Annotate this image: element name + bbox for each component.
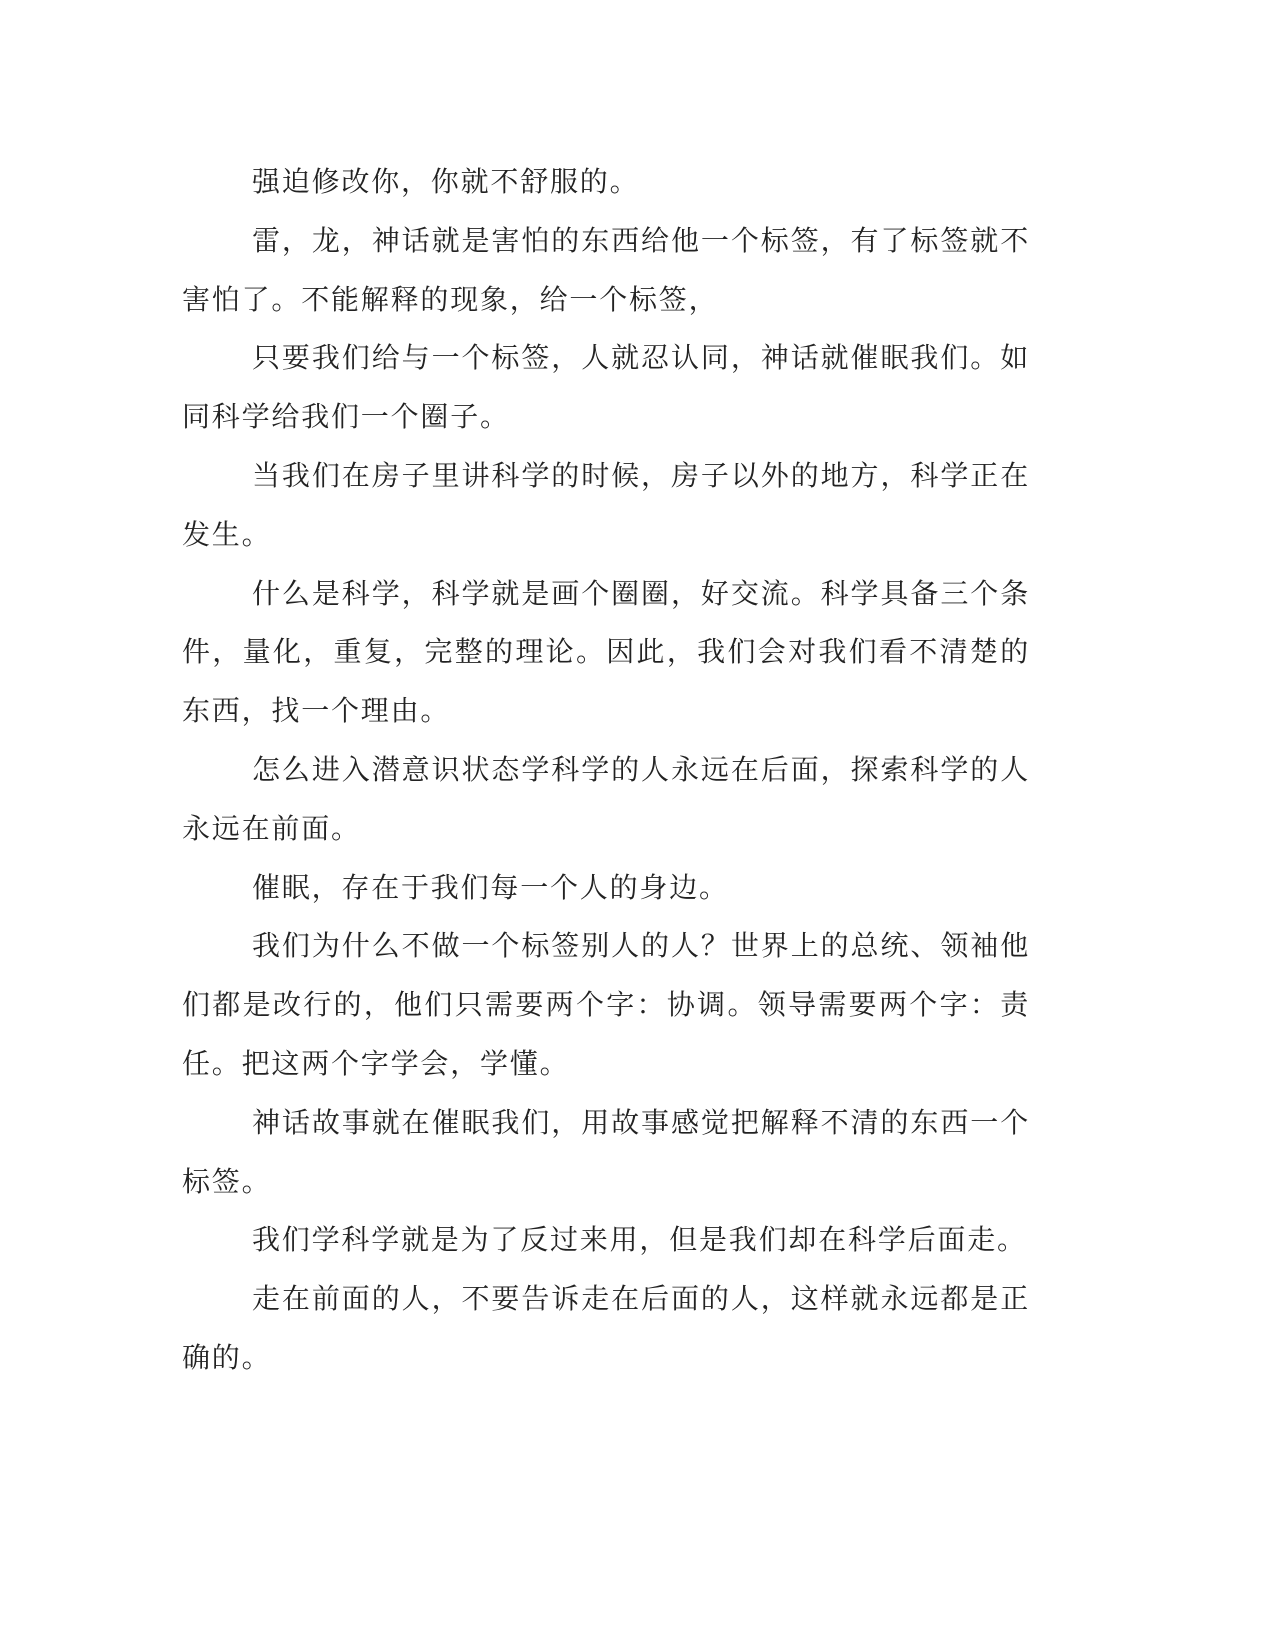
- paragraph: 我们为什么不做一个标签别人的人？世界上的总统、领袖他们都是改行的，他们只需要两个字：协调。领导需要两个字：责任。把这两个字学会，学懂。: [182, 929, 1030, 1080]
- paragraph: 只要我们给与一个标签，人就忍认同，神话就催眠我们。如同科学给我们一个圈子。: [182, 341, 1030, 434]
- paragraph: 我们学科学就是为了反过来用，但是我们却在科学后面走。: [252, 1223, 1027, 1257]
- paragraph: 神话故事就在催眠我们，用故事感觉把解释不清的东西一个标签。: [182, 1105, 1030, 1198]
- paragraph: 强迫修改你，你就不舒服的。: [252, 165, 640, 198]
- paragraph: 雷，龙，神话就是害怕的东西给他一个标签，有了标签就不害怕了。不能解释的现象，给一个标签，: [182, 223, 1030, 316]
- paragraph: 催眠，存在于我们每一个人的身边。: [252, 870, 729, 904]
- paragraph: 走在前面的人，不要告诉走在后面的人，这样就永远都是正确的。: [182, 1282, 1030, 1374]
- paragraph: 当我们在房子里讲科学的时候，房子以外的地方，科学正在发生。: [182, 458, 1030, 551]
- paragraph: 什么是科学，科学就是画个圈圈，好交流。科学具备三个条件，量化，重复，完整的理论。因此，我们会对我们看不清楚的东西，找一个理由。: [182, 576, 1030, 728]
- paragraph: 怎么进入潜意识状态学科学的人永远在后面，探索科学的人永远在前面。: [182, 752, 1030, 845]
- document-body: [182, 153, 1030, 1388]
